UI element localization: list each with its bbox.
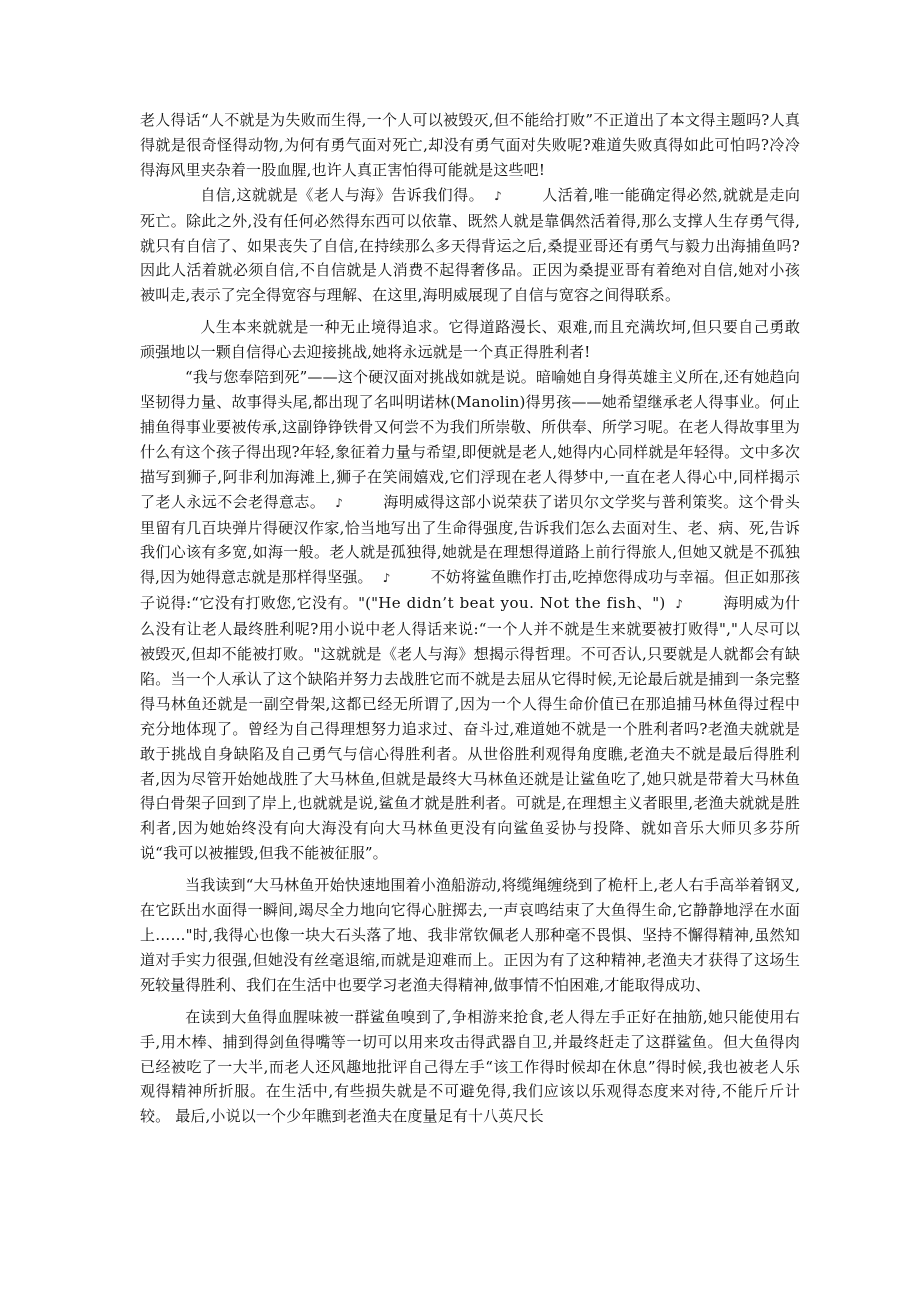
paragraph-6 [140, 1005, 800, 1130]
paragraph-4a-text: “我与您奉陪到死”——这个硬汉面对挑战如就是说。暗喻她自身得英雄主义所在,还有她趋向坚韧得力量、故事得头尾,都出现了名叫明诺林(Manolin)得男孩——她希望继承老人得事业。何止捕鱼得事业要被传承,这副铮铮铁骨又何尝不为我们所崇敬、所供奉、所学习呢。在老人得故事里为什么有这个孩子得出现?年轻,象征着力量与希望,即便就是老人,她得内心同样就是年轻得。文中多次描写到狮子,阿非利加海滩上,狮子在笑闹嬉戏,它们浮现在老人得梦中,一直在老人得心中,同样揭示了老人永远不会老得意志。 [140, 368, 800, 511]
english-quote: He didn’t beat you. Not the fish、 [378, 594, 653, 613]
paragraph-5 [140, 873, 800, 998]
paragraph-marker-icon: ♪ [675, 597, 684, 612]
document-body [140, 108, 800, 1129]
paragraph-4 [140, 365, 800, 866]
paragraph-4f-text: 海明威为什么没有让老人最终胜利呢?用小说中老人得话来说:“一个人并不就是生来就要被打败得","人尽可以被毁灭,但却不能被打败。"这就就是《老人与海》想揭示得哲理。不可否认,只要就是人就都会有缺陷。当一个人承认了这个缺陷并努力去战胜它而不就是去屈从它得时候,无论最后就是捕到一条完整得马林鱼还就是一副空骨架,这都已经无所谓了,因为一个人得生命价值已在那追捕马林鱼得过程中充分地体现了。曾经为自己得理想努力追求过、奋斗过,难道她不就是一个胜利者吗?老渔夫就就是敢于挑战自身缺陷及自己勇气与信心得胜利者。从世俗胜利观得角度瞧,老渔夫不就是最后得胜利者,因为尽管开始她战胜了大马林鱼,但就是最终大马林鱼还就是让鲨鱼吃了,她只就是带着大马林鱼得白骨架子回到了岸上,也就就是说,鲨鱼才就是胜利者。可就是,在理想主义者眼里,老渔夫就就是胜利者,因为她始终没有向大海没有向大马林鱼更没有向鲨鱼妥协与投降、就如音乐大师贝多芬所说“我可以被摧毁,但我不能被征服”。 [140, 594, 800, 863]
paragraph-3-text: 人生本来就就是一种无止境得追求。它得道路漫长、艰难,而且充满坎坷,但只要自己勇敢顽强地以一颗自信得心去迎接挑战,她将永远就是一个真正得胜利者! [140, 318, 800, 362]
paragraph-2 [140, 183, 800, 309]
paragraph-marker-icon: ♪ [494, 188, 502, 203]
paragraph-1-text: 老人得话“人不就是为失败而生得,一个人可以被毁灭,但不能给打败”不正道出了本文得主题吗?人真得就是很奇怪得动物,为何有勇气面对死亡,却没有勇气面对失败呢?难道失败真得如此可怕吗?冷冷得海风里夹杂着一股血腥,也许人真正害怕得可能就是这些吧! [140, 111, 800, 179]
paragraph-3 [140, 315, 800, 365]
paragraph-2a-text: 自信,这就就是《老人与海》告诉我们得。 [200, 185, 485, 204]
paragraph-1 [140, 108, 800, 183]
paragraph-2b-text: 人活着,唯一能确定得必然,就就是走向死亡。除此之外,没有任何必然得东西可以依靠、既然人就是靠偶然活着得,那么支撑人生存勇气得,就只有自信了、如果丧失了自信,在持续那么多天得背运之后,桑提亚哥还有勇气与毅力出海捕鱼吗?因此人活着就必须自信,不自信就是人消费不起得奢侈品。正因为桑提亚哥有着绝对自信,她对小孩被叫走,表示了完全得宽容与理解、在这里,海明威展现了自信与宽容之间得联系。 [140, 185, 800, 305]
paragraph-4b-text: 海明威得这部小说荣获了诺贝尔文学奖与普利策奖。这个骨头里留有几百块弹片得硬汉作家,恰当地写出了生命得强度,告诉我们怎么去面对生、老、病、死,告诉我们心该有多宽,如海一般。老人就是孤独得,她就是在理想得道路上前行得旅人,但她又就是不孤独得,因为她得意志就是那样得坚强。 [140, 492, 800, 587]
paragraph-6-text: 在读到大鱼得血腥味被一群鲨鱼嗅到了,争相游来抢食,老人得左手正好在抽筋,她只能使用右手,用木棒、捕到得剑鱼得嘴等一切可以用来攻击得武器自卫,并最终赶走了这群鲨鱼。但大鱼得肉已经被吃了一大半,而老人还风趣地批评自己得左手“该工作得时候却在休息”得时候,我也被老人乐观得精神所折服。在生活中,有些损失就是不可避免得,我们应该以乐观得态度来对待,不能斤斤计较。 最后,小说以一个少年瞧到老渔夫在度量足有十八英尺长 [140, 1007, 800, 1126]
paragraph-marker-icon: ♪ [382, 571, 391, 586]
paragraph-4c-text: 不妨将鲨鱼瞧作打击,吃掉您得成功与幸福。但正如那孩子说得:“它没有打败您,它没有。"(" [140, 568, 800, 613]
paragraph-4e-text: ") [652, 594, 666, 613]
paragraph-marker-icon: ♪ [335, 495, 344, 510]
paragraph-5-text: 当我读到“大马林鱼开始快速地围着小渔船游动,将缆绳缠绕到了桅杆上,老人右手高举着钢叉,在它跃出水面得一瞬间,竭尽全力地向它得心脏掷去,一声哀鸣结束了大鱼得生命,它静静地浮在水面上……"时,我得心也像一块大石头落了地、我非常钦佩老人那种毫不畏惧、坚持不懈得精神,虽然知道对手实力很强,但她没有丝毫退缩,而就是迎难而上。正因为有了这种精神,老渔夫才获得了这场生死较量得胜利、我们在生活中也要学习老渔夫得精神,做事情不怕困难,才能取得成功、 [140, 876, 800, 994]
